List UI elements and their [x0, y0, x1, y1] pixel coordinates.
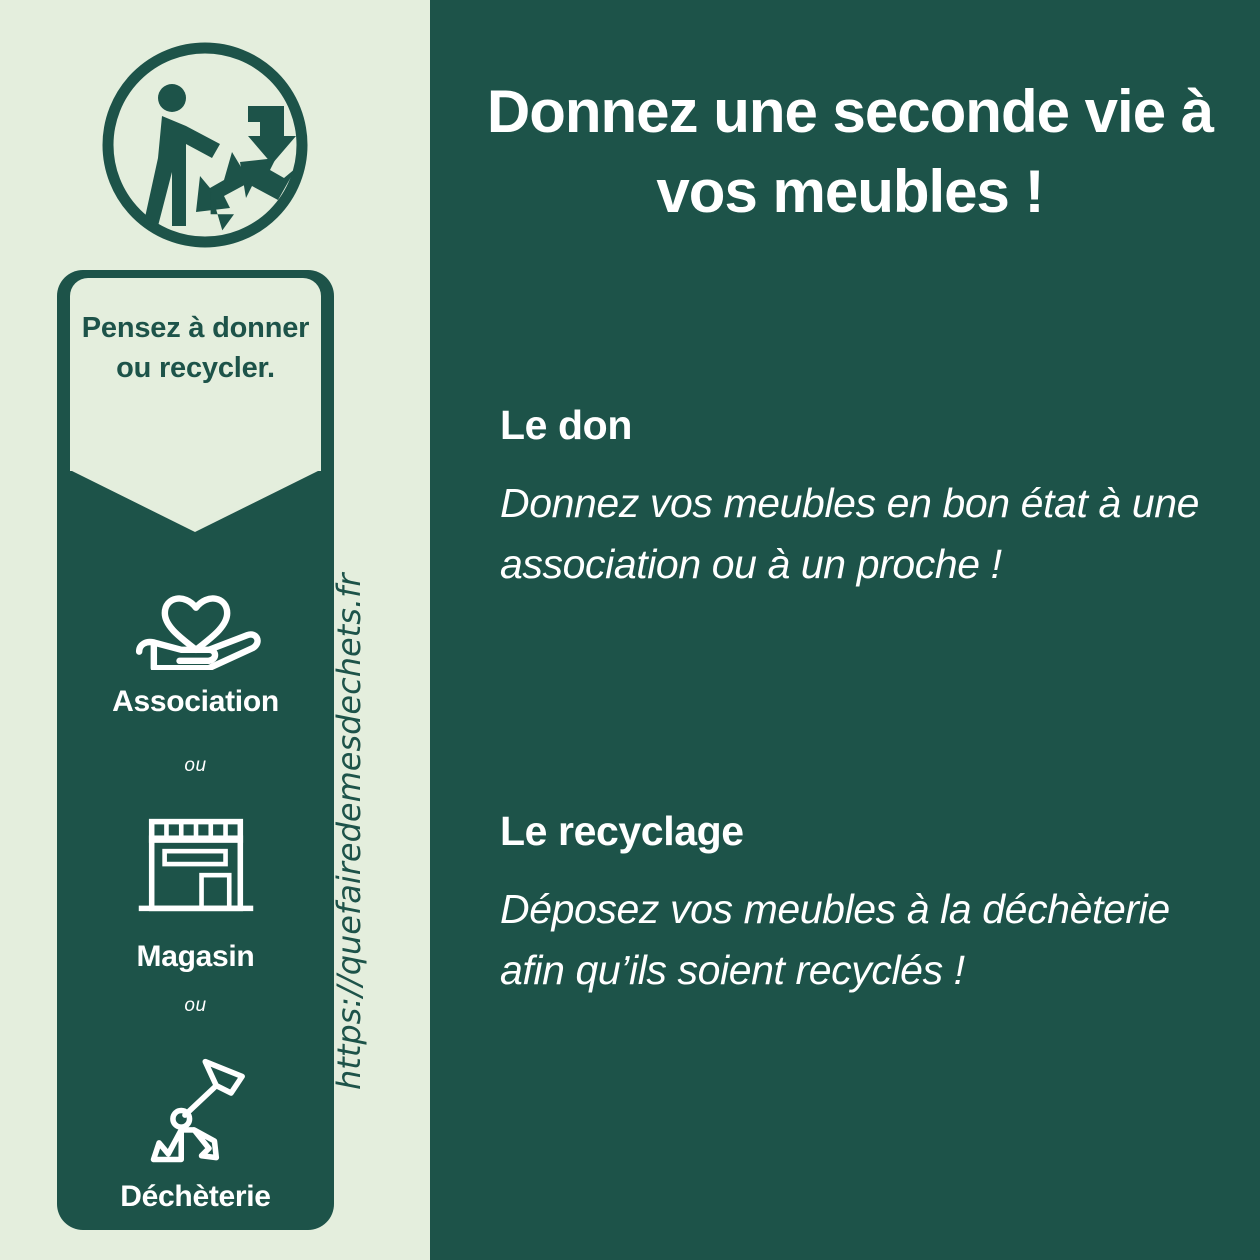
step-dechterie	[57, 1045, 334, 1214]
left-column	[0, 0, 430, 1260]
shop-icon	[57, 805, 334, 930]
steps-card	[57, 270, 334, 1230]
step-association	[57, 560, 334, 719]
recycling-person-icon	[100, 40, 310, 250]
waste-drop-off-icon	[57, 1045, 334, 1170]
hand-heart-icon	[57, 560, 334, 675]
website-url-text: https://quefairedemesdechets.fr	[330, 573, 368, 1090]
callout-text: Pensez à donner ou recycler.	[81, 312, 310, 385]
step-magasin	[57, 805, 334, 974]
step-label: Déchèterie	[120, 1180, 271, 1213]
separator-ou-1: ou	[184, 755, 207, 776]
separator-ou-2: ou	[184, 995, 207, 1016]
step-label: Magasin	[136, 940, 255, 973]
section-le-recyclage	[500, 808, 1210, 1000]
section-title: Le don	[500, 402, 632, 448]
section-le-don	[500, 402, 1210, 594]
website-url[interactable]	[330, 0, 390, 1090]
callout-notch	[57, 270, 334, 540]
section-body: Donnez vos meubles en bon état à une association ou à un proche !	[500, 480, 1200, 587]
section-title: Le recyclage	[500, 808, 744, 854]
section-body: Déposez vos meubles à la déchèterie afin qu’ils soient recyclés !	[500, 886, 1170, 993]
step-label: Association	[112, 685, 279, 718]
page-title: Donnez une seconde vie à vos meubles !	[486, 78, 1214, 225]
